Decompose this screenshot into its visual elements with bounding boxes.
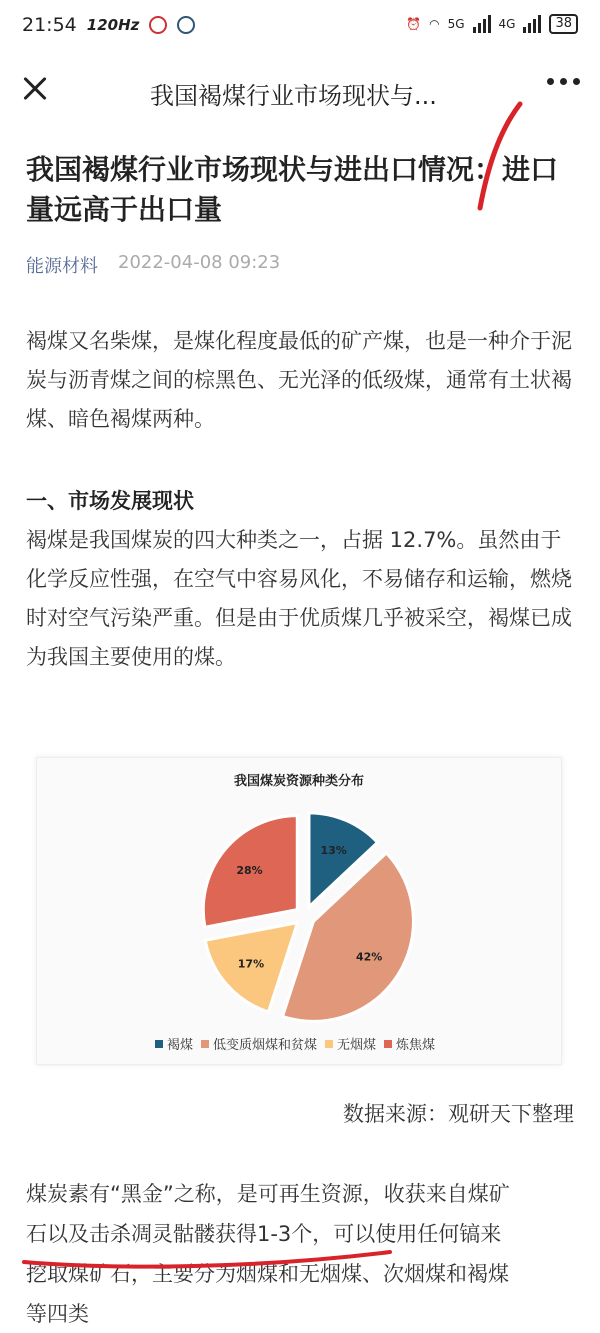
net2-label: 4G: [498, 17, 516, 31]
legend-item-4: [384, 1034, 435, 1053]
legend-item-1: [155, 1034, 193, 1053]
status-left: [22, 14, 195, 36]
article-source-link[interactable]: 能源材料: [26, 256, 98, 277]
paragraph-1: 褐煤又名柴煤，是煤化程度最低的矿产煤，也是一种介于泥炭与沥青煤之间的棕黑色、无光泽的低级煤，通常有土状褐煤、暗色褐煤两种。: [26, 329, 572, 431]
article-title: 我国褐煤行业市场现状与进出口情况：进口量远高于出口量: [26, 153, 559, 226]
notification-app-icon-2: [177, 16, 195, 34]
legend-label: 低变质烟煤和贫煤: [213, 1038, 318, 1053]
legend-item-3: [325, 1034, 376, 1053]
net1-label: 5G: [447, 17, 465, 31]
article-meta: [26, 252, 578, 278]
pie-slice-2: [283, 853, 414, 1021]
pie-chart-figure[interactable]: [36, 757, 562, 1065]
legend-swatch: [325, 1040, 333, 1048]
status-bar: [0, 0, 600, 56]
refresh-rate: 120Hz: [86, 16, 140, 34]
legend-label: 炼焦煤: [396, 1038, 436, 1053]
status-right: [406, 14, 578, 34]
signal-icon-2: [523, 15, 541, 33]
legend-swatch: [384, 1040, 392, 1048]
signal-icon: [473, 15, 491, 33]
more-icon[interactable]: [547, 78, 580, 85]
wifi-icon: ◠: [429, 17, 440, 31]
battery-icon: 38: [549, 14, 578, 34]
nav-title: 我国褐煤行业市场现状与...: [150, 82, 437, 110]
close-icon[interactable]: [18, 72, 52, 106]
pie-chart: [37, 758, 563, 1066]
legend-label: 褐煤: [167, 1038, 194, 1053]
pie-label-1: 13%: [320, 843, 347, 857]
article: [26, 150, 578, 677]
legend-item-2: [201, 1034, 317, 1053]
paragraph-3: 煤炭素有“黑金”之称，是可再生资源，收获来自煤矿 石以及击杀凋灵骷髅获得1-3个，可以使用任何镐来 挖取煤矿石，主要分为烟煤和无烟煤、次烟煤和褐煤 等四类: [26, 1182, 510, 1326]
status-time: 21:54: [22, 14, 77, 36]
chart-legend: [155, 1034, 435, 1053]
legend-label: 无烟煤: [337, 1038, 377, 1053]
pie-label-2: 42%: [355, 950, 383, 964]
alarm-icon: ⏰: [406, 17, 422, 31]
section-heading: 一、市场发展现状: [26, 489, 194, 513]
notification-app-icon: [149, 16, 167, 34]
legend-swatch: [155, 1040, 163, 1048]
pie-label-4: 28%: [236, 864, 263, 878]
nav-bar: [0, 56, 600, 128]
paragraph-2: 褐煤是我国煤炭的四大种类之一，占据 12.7%。虽然由于化学反应性强，在空气中容易风化，不易储存和运输，燃烧时对空气污染严重。但是由于优质煤几乎被采空，褐煤已成为我国主要使用的煤。: [26, 528, 572, 669]
article-date: 2022-04-08 09:23: [118, 252, 281, 273]
figure-caption: 数据来源：观研天下整理: [343, 1102, 574, 1126]
chart-title: 我国煤炭资源种类分布: [233, 774, 364, 789]
pie-label-3: 17%: [237, 957, 265, 971]
legend-swatch: [201, 1040, 209, 1048]
